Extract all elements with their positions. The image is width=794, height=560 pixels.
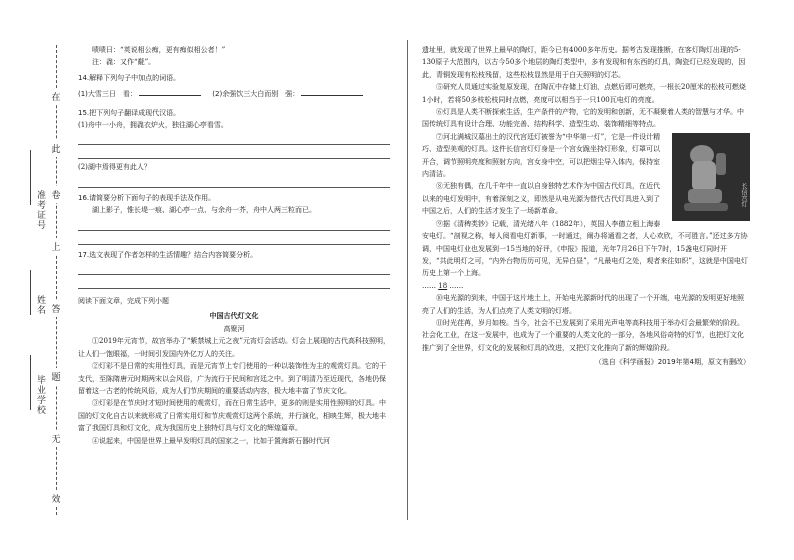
seal-char: 题	[49, 368, 63, 385]
answer-line-17-1[interactable]	[78, 261, 390, 275]
label-name: 姓名	[35, 295, 45, 315]
article-author: 高聚河	[223, 324, 245, 333]
seal-char: 效	[49, 490, 63, 507]
article-paragraph: ⑪时光荏苒，岁月如梭。当今，社会不已发展到了采用光声电等高科技用于举办灯会最繁荣的阶段。社会化工业，在这一发展中，也成为了一个重要的人类文化的一部分，各地风俗奇特的灯节，也把灯文化推广到了全世界，灯文化的发展和灯具的改进，又把灯文化推向了新的辉煌阶段。	[422, 318, 744, 352]
article-paragraph: ⑩电光源的到来，中国于这片地土上，开始电光源新时代的出现了一个开端，电光源的发明更好地照亮了人们的生活，为人们点亮了人类文明的灯塔。	[422, 294, 744, 315]
article-paragraph: ⑦河北满城汉墓出土的汉代宫廷灯被誉为“中华第一灯”，它是一件设计精巧、造型美观的灯具。这件长信宫灯灯身是一个宫女跪坐持灯形象，灯罩可以开合，调节照明亮度和照射方向，宫女身中空，可以把烟尘导入体内，保持室内清洁。	[422, 132, 661, 179]
answer-blank-14b[interactable]	[301, 87, 363, 96]
question-17: 17.选文表现了作者怎样的生活情趣？结合内容简要分析。	[78, 250, 258, 259]
question-16: 16.请简要分析下面句子的表现手法及作用。	[78, 193, 216, 202]
answer-line-15a-1[interactable]	[78, 131, 390, 145]
lamp-illustration	[672, 133, 750, 221]
q14-item-a: (1)大雪三日 看：	[78, 90, 137, 99]
right-column	[422, 44, 750, 369]
binding-margin	[0, 0, 70, 560]
q15-item-b: (2)湖中焉得更有此人？	[78, 163, 151, 172]
answer-line-15a-2[interactable]	[78, 145, 390, 159]
left-column	[78, 44, 390, 447]
q14-item-b: (2)余强饮三大白而别 强：	[212, 90, 300, 99]
article-paragraph: ⑤研究人员通过实验复原发现，在陶瓦中存储上灯油，点燃后即可燃亮，一根长20厘米的松枝可燃烧1小时，若将50多枝松枝同时点燃，亮度可以相当于一只100瓦电灯的亮度。	[422, 83, 746, 104]
article-paragraph: ⑥灯具是人类不断探索生活，生产条件的产物，它的发明和创新，无不凝聚着人类的智慧与才华。中国传统灯具有设计合理、功能完善、结构科学、造型生动、装饰精细等特点。	[422, 108, 744, 129]
column-divider	[407, 40, 408, 520]
article-paragraph: 遗址里，就发现了世界上最早的陶灯，距今已有4000多年历史。据考古发现推断，在客灯陶灯出现的5-130原子大范围内，以古今50多个地层的陶灯类型中，多有发现和有东西的灯具，陶瓷灯已经发现的，因此，青铜发现有松枝残留，这些松枝显然是用于白天照明的灯芯。	[422, 46, 746, 79]
seal-char: 在	[49, 88, 63, 105]
label-exam-id: 准考证号	[35, 190, 45, 230]
label-school: 毕业学校	[35, 375, 45, 415]
reading-intro: 阅读下面文章，完成下列小题	[78, 297, 169, 306]
answer-blank-14a[interactable]	[139, 87, 201, 96]
lamp-photo	[672, 133, 750, 221]
photo-caption: 长信宫灯	[740, 182, 747, 207]
answer-line-16-1[interactable]	[78, 217, 390, 231]
article-paragraph: ③灯彩是在节庆时才短时间使用的观赏灯，而在日常生活中，更多的则是实用性照明的灯具。中国的灯文化自古以来就形成了日常实用灯和节庆观赏灯这两个系统，并行演化，相映生辉，极大地丰富了我国灯具和灯文化，成为我国历史上独特灯具与灯文化的辉煌篇章。	[78, 399, 386, 433]
answer-line-15b[interactable]	[78, 174, 390, 188]
question-14-items	[78, 87, 390, 100]
field-line-name	[30, 270, 31, 315]
seal-char: 上	[49, 238, 63, 255]
seal-char: 答	[49, 300, 63, 317]
article-source: （选自《科学画报》2019年第4期，原文有删改）	[594, 358, 750, 367]
year-blank: 18	[438, 281, 448, 290]
field-line-exam-id	[30, 150, 31, 205]
question-15: 15.把下列句子翻译成现代汉语。	[78, 108, 181, 117]
article-title: 中国古代灯文化	[209, 311, 259, 321]
seal-char: 无	[49, 430, 63, 447]
article-paragraph: ①2019年元宵节，故宫举办了“紫禁城上元之夜”元宵灯会活动。灯会上展现的古代高科技照明，让人们一饱眼福，一时间引发国内外亿万人的关注。	[78, 337, 390, 358]
q16-text: 湖上影子，惟长堤一痕、湖心亭一点、与余舟一芥，舟中人两三粒而已。	[92, 206, 316, 215]
answer-line-16-2[interactable]	[78, 231, 390, 245]
q15-item-a: (1)舟中一小舟，拥毳衣炉火，独往湖心亭看雪。	[78, 121, 228, 130]
seal-char: 卷	[49, 186, 63, 203]
article-paragraph: ⑨据《清稗类钞》记载，清光绪八年（1882年），英国人李德立租上海泰安电灯。“剖视之称，每人阅看电灯新事，一时通过，阐办将通看之者，人心欢欣，不可胜言。”还过多方协调，中国电灯业也发展到一15当地的好评，《申报》报道，光年7月26日下午7时，15盏电灯同时开发，“共此明灯之可，“内外台物历历可见，无异白昼”，“凡最电灯之处，观者来往如织”，这就是中国电灯历史上第一个上海。	[422, 219, 748, 278]
year-blank-line: …… 18 ……	[422, 281, 464, 290]
answer-line-17-2[interactable]	[78, 275, 390, 289]
article-paragraph: ②灯彩不是日常的实用性灯具，而是元宵节上专门使用的一种以装饰性为主的观赏灯具。它的干支代，至陈隋唐元时期两宋以会风俗，广为流行于民间和宫廷之中。到了明清乃至近现代，各地仍保留着这一古老的传统风俗，成为人们节庆期间的重要活动内容，极大地丰富了节庆文化。	[78, 362, 386, 395]
question-14: 14.解释下列句子中加点的词语。	[78, 73, 181, 82]
article-paragraph: ⑧无独有偶，在几千年中一直以自身独特艺术作为中国古代灯具，在近代以来的电灯发明中，有着深刻之义，即然是从电光源为替代古代灯具进入到了中国之后，人们的生活才发生了一场新革命。	[422, 182, 660, 216]
field-line-school	[30, 355, 31, 410]
annotation-note: 注：毳：又作“氄”。	[92, 58, 156, 67]
quote-line: 啧啧曰：“英说相公痴，更有痴似相公者！”	[92, 46, 226, 54]
article-paragraph: ④说起来，中国是世界上最早发明灯具的国家之一，比如于置海新石器时代河	[92, 436, 330, 445]
seal-char: 此	[49, 140, 63, 157]
